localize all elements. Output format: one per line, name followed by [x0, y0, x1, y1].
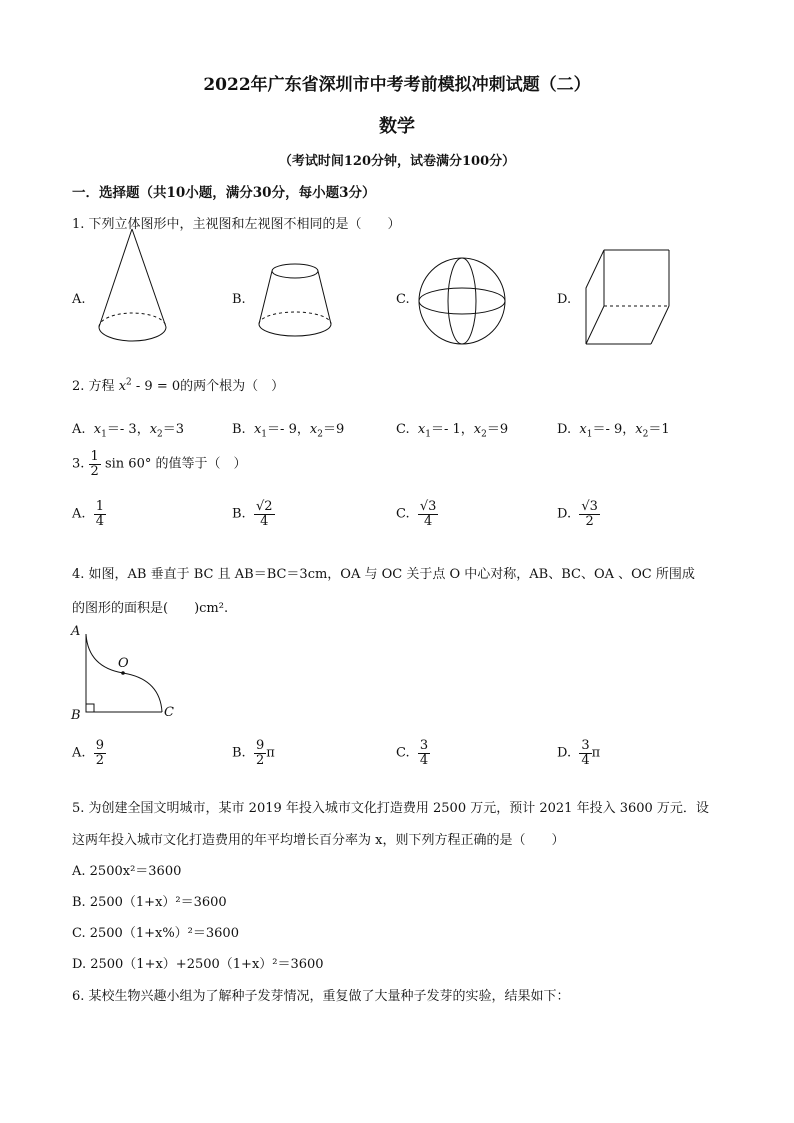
q3-option-b: B. $\frac{√2}{4}$ — [232, 499, 273, 529]
q4-option-d: D. $\frac{3}{4}$ π — [557, 738, 601, 768]
exam-title: 2022年广东省深圳市中考考前模拟冲刺试题（二） — [203, 75, 591, 95]
q3-option-c: C. $\frac{√3}{4}$ — [396, 499, 437, 529]
q2-stem-suffix: 的两个根为（ ） — [180, 379, 285, 394]
question-4-line1: 4. 如图，AB 垂直于 BC 且 AB＝BC＝3cm，OA 与 OC 关于点 O 中心对称，AB、BC、OA 、OC 所围成 — [72, 567, 695, 582]
q5-option-a: A. 2500x²＝3600 — [72, 864, 182, 879]
prism-figure — [584, 248, 674, 348]
question-6-stem: 6. 某校生物兴趣小组为了解种子发芽情况，重复做了大量种子发芽的实验，结果如下： — [72, 989, 570, 1004]
q2-option-c: C. $x_1=-$ 1，$x_2=9$ — [396, 422, 509, 440]
q4-option-b: B. $\frac{9}{2}$ π — [232, 738, 275, 768]
point-o-label: O — [118, 656, 129, 671]
time-note: （考试时间120分钟，试卷满分100分） — [278, 154, 516, 169]
sphere-figure — [418, 257, 508, 347]
frustum-figure — [255, 262, 335, 352]
q4-option-c: C. $\frac{3}{4}$ — [396, 738, 429, 768]
cone-figure — [95, 225, 175, 345]
q3-option-a: A. $\frac{1}{4}$ — [72, 499, 105, 529]
question-4-line2: 的图形的面积是( )cm². — [72, 601, 229, 616]
q5-option-c: C. 2500（1+x%）²＝3600 — [72, 926, 239, 941]
q2-option-d: D. $x_1=-$ 9，$x_2=1$ — [557, 422, 670, 440]
question-1-stem: 1. 下列立体图形中，主视图和左视图不相同的是（ ） — [72, 217, 401, 232]
q2-equation: x — [118, 379, 127, 394]
q5-option-d: D. 2500（1+x）+2500（1+x）²＝3600 — [72, 957, 324, 972]
q4-option-a: A. $\frac{9}{2}$ — [72, 738, 105, 768]
point-a-label: A — [71, 624, 81, 639]
q2-stem-prefix: 2. 方程 — [72, 379, 115, 394]
question-2-stem: 2. 方程 $x^2 - 9 = 0$的两个根为（ ） — [72, 377, 285, 394]
q1-option-d-label: D. — [557, 292, 572, 307]
q1-option-c-label: C. — [396, 292, 410, 307]
section-heading: 一．选择题（共10小题，满分30分，每小题3分） — [72, 185, 376, 201]
q1-option-a-label: A. — [72, 292, 86, 307]
q3-option-d: D. $\frac{√3}{2}$ — [557, 499, 598, 529]
question-3-stem: 3. $\frac{1}{2}$ sin 60° 的值等于（ ） — [72, 449, 247, 479]
point-c-label: C — [164, 705, 174, 720]
question-5-line2: 这两年投入城市文化打造费用的年平均增长百分率为 x，则下列方程正确的是（ ） — [72, 833, 565, 848]
question-5-line1: 5. 为创建全国文明城市，某市 2019 年投入城市文化打造费用 2500 万元，预计 2021 年投入 3600 万元．设 — [72, 801, 709, 816]
q2-option-b: B. $x_1=-$ 9，$x_2=9$ — [232, 422, 345, 440]
q2-option-a: A. $x_1=-$ 3，$x_2=3$ — [72, 422, 185, 440]
point-b-label: B — [71, 708, 81, 723]
q5-option-b: B. 2500（1+x）²＝3600 — [72, 895, 227, 910]
q1-option-b-label: B. — [232, 292, 246, 307]
q3-half-fraction: $\frac{1}{2}$ — [90, 449, 99, 479]
subject-title: 数学 — [379, 116, 415, 137]
